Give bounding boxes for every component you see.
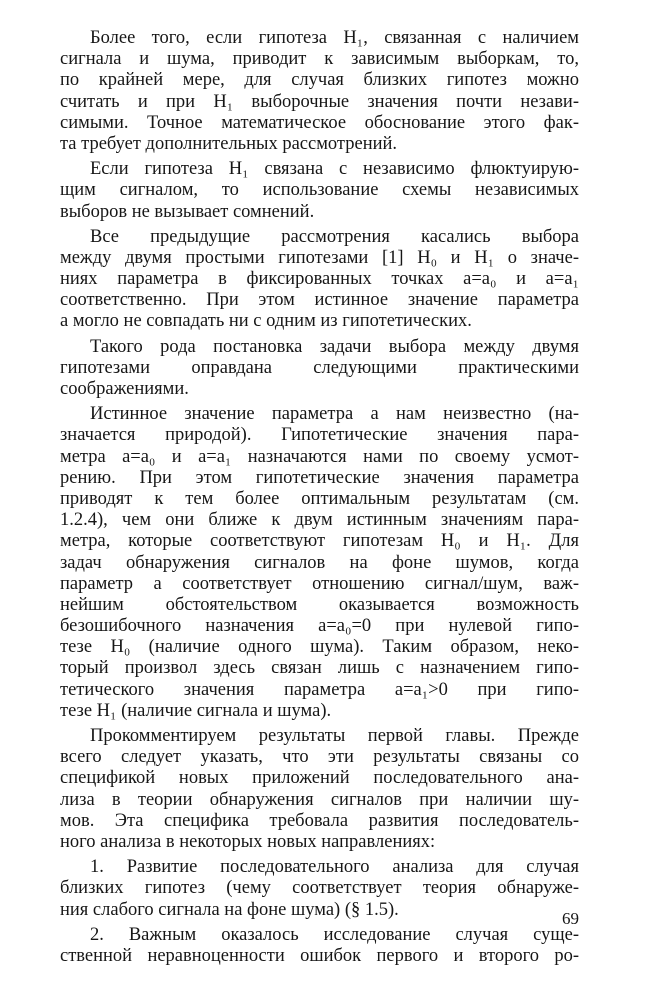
body-text (60, 28, 579, 971)
text-line: 1.2.4), чем они ближе к двум истинным значениям пара- (60, 510, 579, 531)
text-line: торый произвол здесь связан лишь с назначением гипо- (60, 658, 579, 679)
text-line: соображениями. (60, 379, 189, 399)
text-line: Если гипотеза H₁ связана с независимо флюктуирую- (90, 159, 579, 180)
paragraph (60, 857, 579, 921)
text-line: a могло не совпадать ни с одним из гипотетических. (60, 311, 472, 332)
text-line: параметр a соответствует отношению сигнал/шум, важ- (60, 573, 579, 594)
text-line: 2. Важным оказалось исследование случая суще- (90, 924, 579, 945)
paragraph (60, 28, 579, 155)
text-line: рению. При этом гипотетические значения параметра (60, 467, 579, 488)
paragraph (60, 337, 579, 401)
text-line: между двумя простыми гипотезами [1] H₀ и H₁ о значе- (60, 247, 579, 268)
text-line: та требует дополнительных рассмотрений. (60, 133, 398, 154)
text-line: нейшим обстоятельством оказывается возможность (60, 594, 579, 615)
text-line: значается природой). Гипотетические значения пара- (60, 425, 579, 446)
paragraph (60, 159, 579, 223)
text-line: близких гипотез (чему соответствует теория обнаруже- (60, 878, 579, 899)
text-line: тезе H₀ (наличие одного шума). Таким образом, неко- (60, 637, 579, 658)
text-line: мов. Эта специфика требовала развития последователь- (60, 810, 579, 831)
text-line: безошибочного назначения a=a₀=0 при нулевой гипо- (60, 616, 579, 637)
text-line: лиза в теории обнаружения сигналов при наличии шу- (60, 789, 579, 810)
text-line: соответственно. При этом истинное значение параметра (60, 290, 579, 311)
text-line: Все предыдущие рассмотрения касались выбора (90, 226, 579, 247)
text-line: по крайней мере, для случая близких гипотез можно (60, 70, 579, 91)
paragraph (60, 227, 579, 333)
text-line: ния слабого сигнала на фоне шума) (§ 1.5). (60, 899, 399, 920)
text-line: метра a=a₀ и a=a₁ назначаются нами по своему усмот- (60, 446, 579, 467)
text-line: приводят к тем более оптимальным результатам (см. (60, 488, 579, 509)
text-line: щим сигналом, то использование схемы независимых (60, 180, 579, 201)
text-line: спецификой новых приложений последовательного ана- (60, 768, 579, 789)
text-line: симыми. Точное математическое обоснование этого фак- (60, 112, 579, 133)
text-line: Прокомментируем результаты первой главы. Прежде (90, 726, 579, 746)
text-line: ственной неравноценности ошибок первого и второго ро- (60, 945, 579, 966)
text-line: ниях параметра в фиксированных точках a=a₀ и a=a₁ (60, 269, 579, 290)
text-line: Такого рода постановка задачи выбора между двумя (90, 336, 579, 357)
text-line: метра, которые соответствуют гипотезам H₀ и H₁. Для (60, 531, 579, 552)
text-line: ного анализа в некоторых новых направлениях: (60, 831, 436, 852)
text-line: тетического значения параметра a=a₁>0 при гипо- (60, 679, 579, 700)
text-line: Более того, если гипотеза H₁, связанная с наличием (90, 28, 579, 48)
page-number: 69 (562, 909, 579, 928)
text-line: считать и при H₁ выборочные значения почти незави- (60, 91, 579, 112)
text-line: гипотезами оправдана следующими практическими (60, 357, 579, 378)
text-line: выборов не вызывает сомнений. (60, 201, 315, 222)
text-line: задач обнаружения сигналов на фоне шумов, когда (60, 552, 579, 573)
paragraph (60, 925, 579, 967)
paragraph (60, 404, 579, 722)
paragraph (60, 726, 579, 853)
text-line: сигнала и шума, приводит к зависимым выборкам, то, (60, 49, 579, 70)
text-line: тезе H₁ (наличие сигнала и шума). (60, 700, 332, 721)
text-line: всего следует указать, что эти результаты связаны со (60, 747, 579, 768)
text-line: Истинное значение параметра a нам неизвестно (на- (90, 404, 579, 425)
text-line: 1. Развитие последовательного анализа для случая (90, 857, 579, 878)
